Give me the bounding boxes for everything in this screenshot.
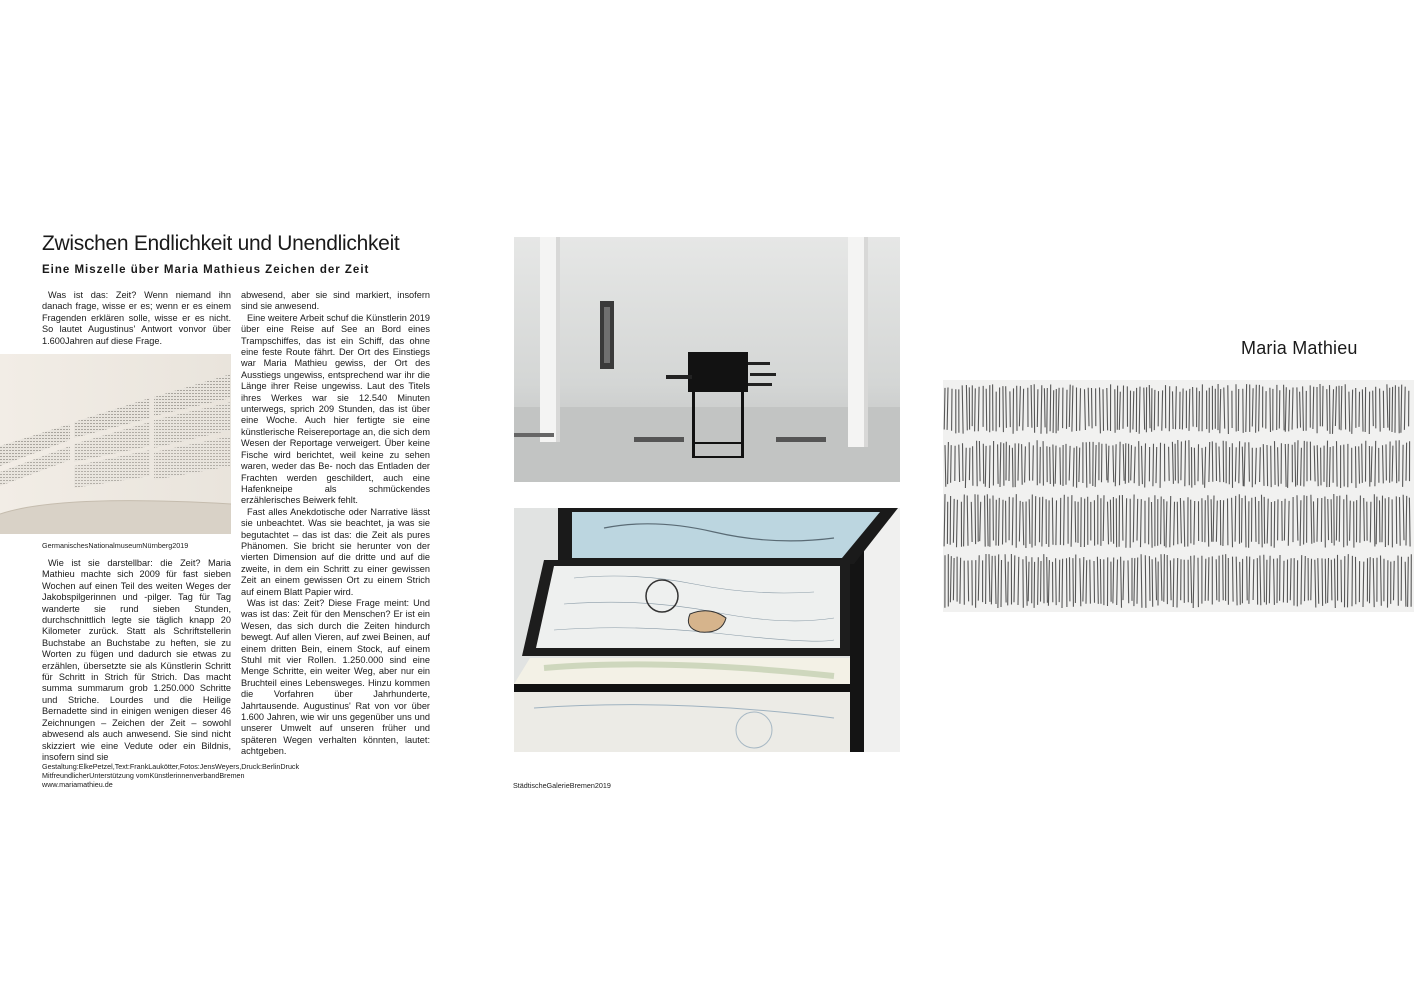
photo-drawer-detail bbox=[514, 508, 900, 752]
paragraph: Fast alles Anekdotische oder Narrative lässt sie unbeachtet. Was sie beachtet, ja was sie begutachtet – das ist das: die Zeit als pures Phänomen. Sie bricht sie herunter von der vierten Dimension auf die dritte und auf die zweite, in dem ein Schritt zu einer gewissen Zeit an einem gewissen Ort zu einem Strich auf einem Blatt Papier wird. bbox=[241, 506, 430, 597]
photo-caption-museum: GermanischesNationalmuseumNürnberg2019 bbox=[42, 541, 189, 550]
paragraph: Was ist das: Zeit? Diese Frage meint: Und was ist das: Zeit für den Menschen? Er ist ein Wesen, das sich durch die Zeiten hindurch bewegt. Auf allen Vieren, auf zwei Beinen, auf einem dritten Bein, einem Stock, auf einem Stuhl mit vier Rollen. 1.250.000 sind eine Menge Schritte, ein weiter Weg, aber nur ein Bruchteil eines Lebensweges. Hinzu kommen die Vorfahren über Jahrhunderte, Jahrtausende. Augustinus' Rat von vor über 1.600 Jahren, wie wir uns gegenüber uns und unserer Umwelt auf unseren früher und späteren Wegen verhalten könnten, lautet: achtgeben. bbox=[241, 597, 430, 757]
credits-line: Gestaltung:ElkePetzel,Text:FrankLaukötter,Fotos:JensWeyers,Druck:BerlinDruck bbox=[42, 762, 300, 771]
photo-caption-gallery: StädtischeGalerieBremen2019 bbox=[513, 781, 611, 790]
artwork-stroke-drawing bbox=[943, 380, 1414, 612]
artist-name: Maria Mathieu bbox=[1241, 338, 1358, 358]
text-column-2 bbox=[241, 290, 430, 758]
website-link[interactable]: www.mariamathieu.de bbox=[42, 780, 113, 790]
text-column-1 bbox=[42, 290, 231, 347]
paragraph: abwesend, aber sie sind markiert, insofern sind sie anwesend. bbox=[241, 290, 430, 312]
paragraph: Wie ist sie darstellbar: die Zeit? Maria Mathieu machte sich 2009 für fast sieben Wochen auf einen Teil des weiten Weges der Jakobspilgerinnen und -pilger. Tag für Tag wanderte sie rund sieben Stunden, durchschnittlich legte sie täglich knapp 20 Kilometer zurück. Statt als Schriftstellerin Buchstabe an Buchstabe zu heften, sie zu Worten zu fügen und dadurch sie etwas zu erzählen, übersetzte sie als Künstlerin Schritt für Schritt in Strich für Strich. Das macht summa summarum grob 1.250.000 Schritte und Striche. Lourdes und die Heilige Bernadette sind in einigen wenigen dieser 46 Zeichnungen – Zeichen der Zeit – sowohl abwesend als auch anwesend. Sie sind nicht skizziert wie eine Vedute oder ein Bildnis, insofern sind sie bbox=[42, 558, 231, 762]
gallery-installation-image bbox=[514, 237, 900, 482]
credits-block bbox=[42, 762, 299, 790]
museum-wall-image bbox=[0, 354, 231, 534]
paragraph: Eine weitere Arbeit schuf die Künstlerin 2019 über eine Reise auf See an Bord eines Trampschiffes, das ist ein Schiff, das ohne eine feste Route fährt. Der Ort des Einstiegs war Maria Mathieu gewiss, der Ort des Ausstiegs ungewiss, entsprechend war ihr die Länge ihrer Reise ungewiss. Laut des Titels ihres Werkes war sie 12.540 Minuten unterwegs, sprich 209 Stunden, das ist über eine Woche. Auch hier fertigte sie eine künstlerische Reisereportage an, die sich dem Wesen der Reportage verweigert. Über keine Fische wird berichtet, weil keine zu sehen waren, weder das Be- noch das Entladen der Frachten werden geschildert, auch eine Hafenkneipe als schmückendes erzählerisches Beiwerk fehlt. bbox=[241, 312, 430, 506]
article-subtitle: Eine Miszelle über Maria Mathieus Zeichen der Zeit bbox=[42, 264, 370, 276]
stroke-drawing-image bbox=[943, 380, 1414, 612]
credits-line: MitfreundlicherUnterstützung vomKünstlerinnenverbandBremen bbox=[42, 771, 245, 781]
text-column-1-continued bbox=[42, 558, 231, 763]
photo-gallery-installation bbox=[514, 237, 900, 482]
article-title: Zwischen Endlichkeit und Unendlichkeit bbox=[42, 232, 400, 255]
photo-museum-wall bbox=[0, 354, 231, 534]
drawer-detail-image bbox=[514, 508, 900, 752]
paragraph: Was ist das: Zeit? Wenn niemand ihn danach frage, wisse er es; wenn er es einem Fragenden erklären solle, wisse er es nicht. So lautet Augustinus' Antwort vonvor über 1.600Jahren auf diese Frage. bbox=[42, 290, 231, 346]
